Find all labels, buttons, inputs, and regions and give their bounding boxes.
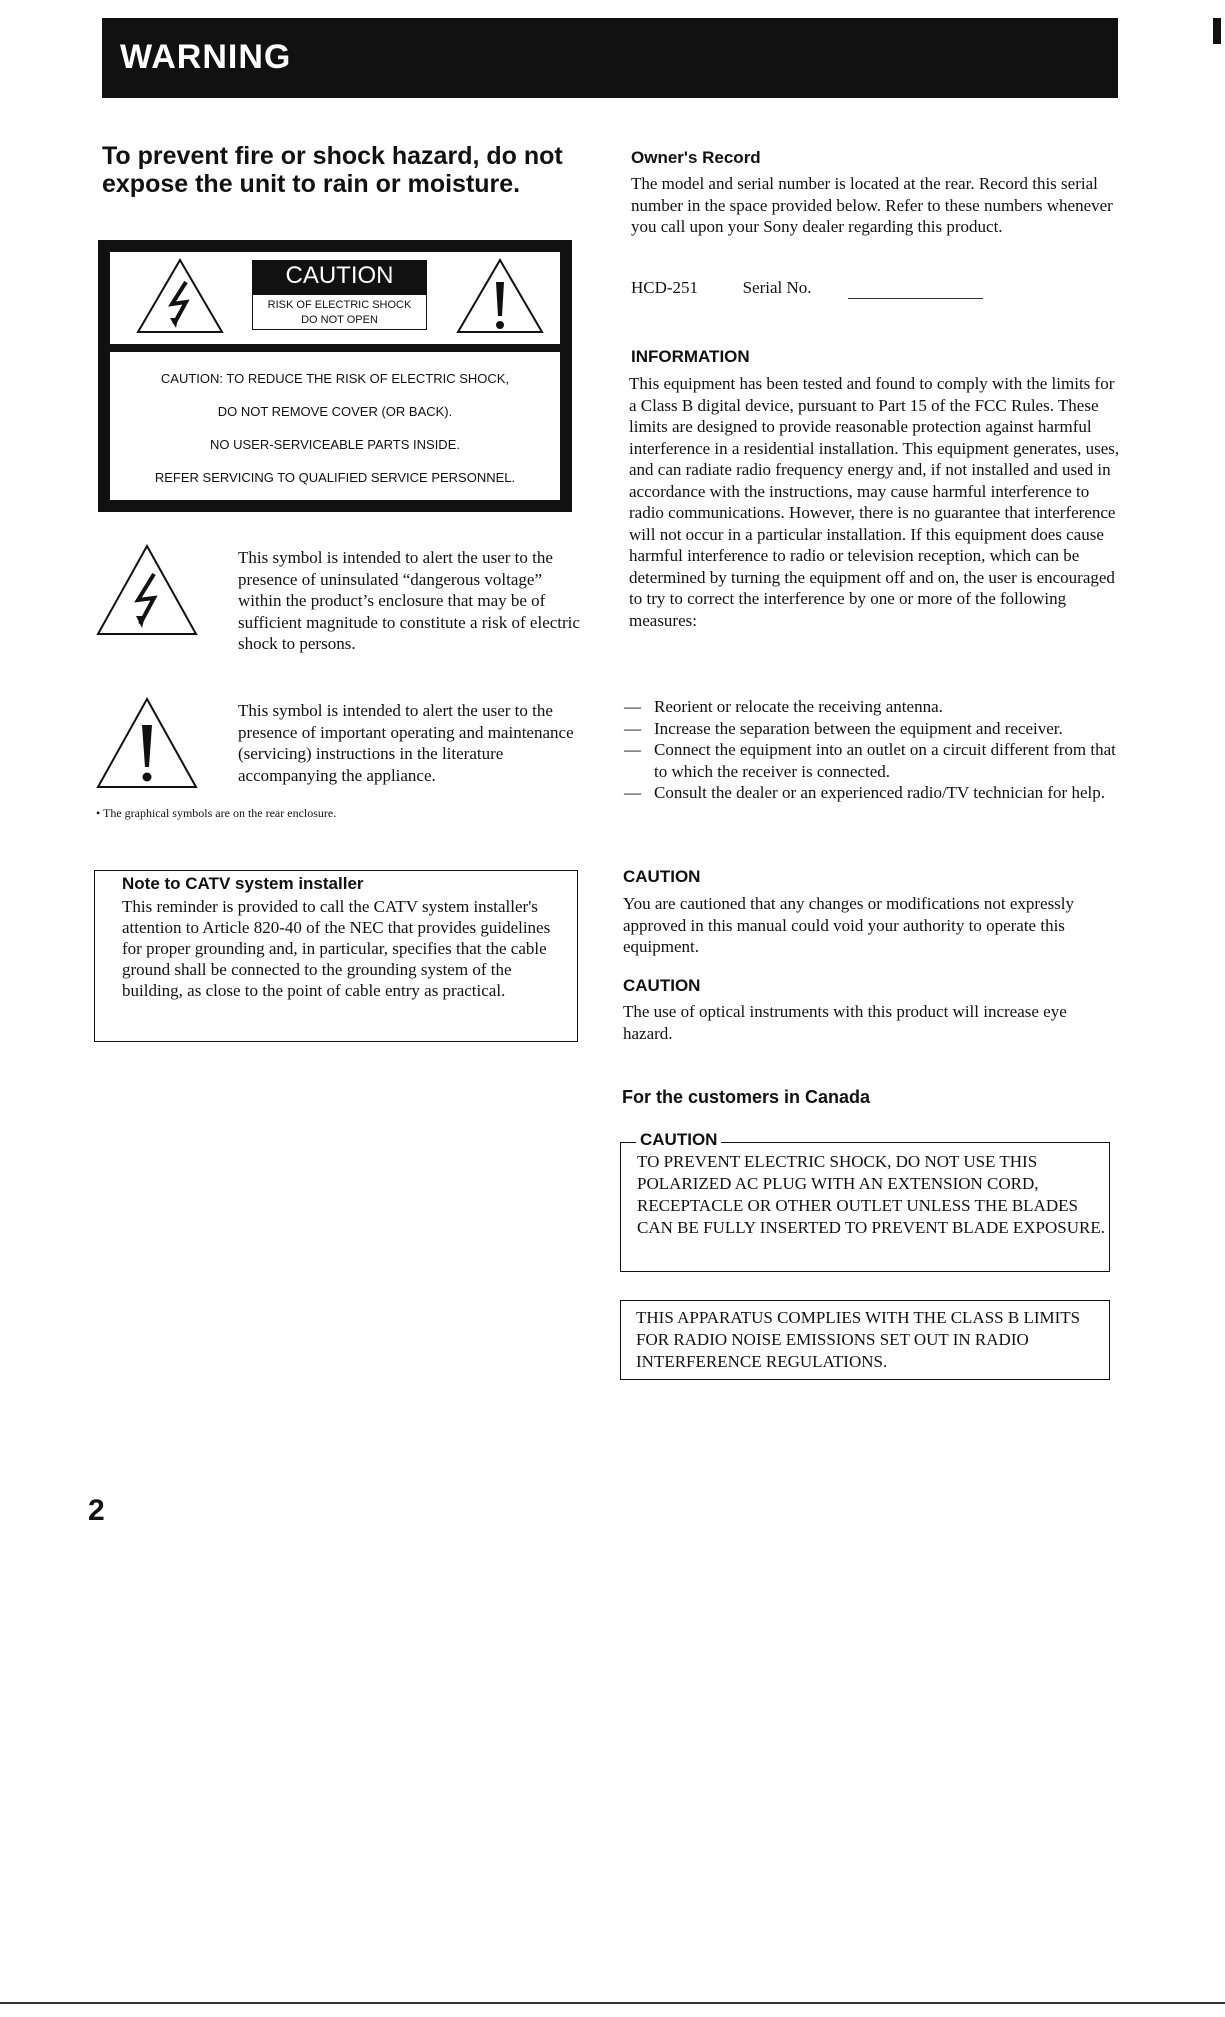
important-instructions-description: This symbol is intended to alert the user to the presence of important operating and maintenance (servicing) instructions in the literature accompanying the appliance.	[238, 701, 574, 785]
catv-note-title: Note to CATV system installer	[122, 874, 364, 893]
canada-section-heading: For the customers in Canada	[622, 1087, 871, 1107]
lightning-triangle-icon	[136, 258, 224, 334]
exclamation-triangle-icon	[456, 258, 544, 334]
model-number: HCD-251	[631, 278, 699, 297]
information-body: This equipment has been tested and found to comply with the limits for a Class B digital device, pursuant to Part 15 of the FCC Rules. These limits are designed to provide reasonable protection against harmful interference in a residential installation. This equipment generates, uses, and can radiate radio frequency energy and, if not installed and used in accordance with the instructions, may cause harmful interference to radio communications. However, there is no guarantee that interference will not occur in a particular installation. If this equipment does cause harmful interference to radio or television reception, which can be determined by turning the equipment off and on, the user is encouraged to try to correct the interference by one or more of the following measures:	[629, 374, 1120, 630]
exclamation-warning-icon	[96, 697, 198, 789]
page-title: WARNING	[120, 38, 292, 76]
owners-record-body: The model and serial number is located at the rear. Record this serial number in the space provided below. Refer to these numbers whenever you call upon your Sony dealer regarding this product.	[631, 174, 1113, 236]
dangerous-voltage-description: This symbol is intended to alert the user to the presence of uninsulated “dangerous voltage” within the product’s enclosure that may be of sufficient magnitude to constitute a risk of electric shock to persons.	[238, 548, 580, 653]
caution-subtext	[252, 294, 427, 330]
main-warning-heading: To prevent fire or shock hazard, do not expose the unit to rain or moisture.	[102, 142, 563, 198]
model-serial-line	[631, 278, 812, 298]
caution-instructions	[110, 362, 560, 494]
serial-number-label: Serial No.	[742, 278, 812, 297]
caution-optical-heading: CAUTION	[623, 976, 701, 995]
canada-caution-label: CAUTION	[636, 1130, 721, 1150]
serial-number-blank	[848, 298, 983, 299]
caution-modifications-heading: CAUTION	[623, 867, 701, 886]
corner-mark	[1213, 18, 1221, 44]
list-item: — Connect the equipment into an outlet on a circuit different from that to which the receiver is connected.	[624, 739, 1124, 782]
page-bottom-rule	[0, 2002, 1225, 2004]
dangerous-voltage-icon	[96, 544, 198, 636]
list-item: — Increase the separation between the equipment and receiver.	[624, 718, 1124, 740]
caution-line: DO NOT REMOVE COVER (OR BACK).	[217, 404, 453, 419]
caution-line: CAUTION: TO REDUCE THE RISK OF ELECTRIC SHOCK,	[160, 371, 510, 386]
catv-note-body: This reminder is provided to call the CATV system installer's attention to Article 820-40 of the NEC that provides guidelines for proper grounding and, in particular, specifies that the cable ground shall be connected to the grounding system of the building, as close to the point of cable entry as practical.	[122, 897, 551, 1000]
list-item: — Reorient or relocate the receiving antenna.	[624, 696, 1124, 718]
interference-measures-list	[624, 696, 1124, 804]
caution-modifications-body: You are cautioned that any changes or modifications not expressly approved in this manual could void your authority to operate this equipment.	[623, 894, 1075, 956]
caution-line: REFER SERVICING TO QUALIFIED SERVICE PERSONNEL.	[154, 470, 516, 485]
canada-caution-text: TO PREVENT ELECTRIC SHOCK, DO NOT USE THIS POLARIZED AC PLUG WITH AN EXTENSION CORD, RECEPTACLE OR OTHER OUTLET UNLESS THE BLADES CAN BE FULLY INSERTED TO PREVENT BLADE EXPOSURE.	[637, 1152, 1105, 1237]
caution-label: CAUTION	[285, 262, 394, 289]
caution-subtext-line: RISK OF ELECTRIC SHOCK	[267, 299, 412, 311]
page-number: 2	[88, 1494, 105, 1527]
graphical-symbols-note: • The graphical symbols are on the rear enclosure.	[96, 806, 337, 820]
caution-line: NO USER-SERVICEABLE PARTS INSIDE.	[210, 437, 460, 452]
caution-subtext-line: DO NOT OPEN	[301, 314, 378, 326]
information-heading: INFORMATION	[631, 347, 750, 366]
list-item: — Consult the dealer or an experienced radio/TV technician for help.	[624, 782, 1124, 804]
caution-optical-body: The use of optical instruments with this product will increase eye hazard.	[623, 1002, 1067, 1043]
class-b-compliance-text: THIS APPARATUS COMPLIES WITH THE CLASS B LIMITS FOR RADIO NOISE EMISSIONS SET OUT IN RADIO INTERFERENCE REGULATIONS.	[636, 1308, 1081, 1371]
owners-record-heading: Owner's Record	[631, 148, 761, 167]
